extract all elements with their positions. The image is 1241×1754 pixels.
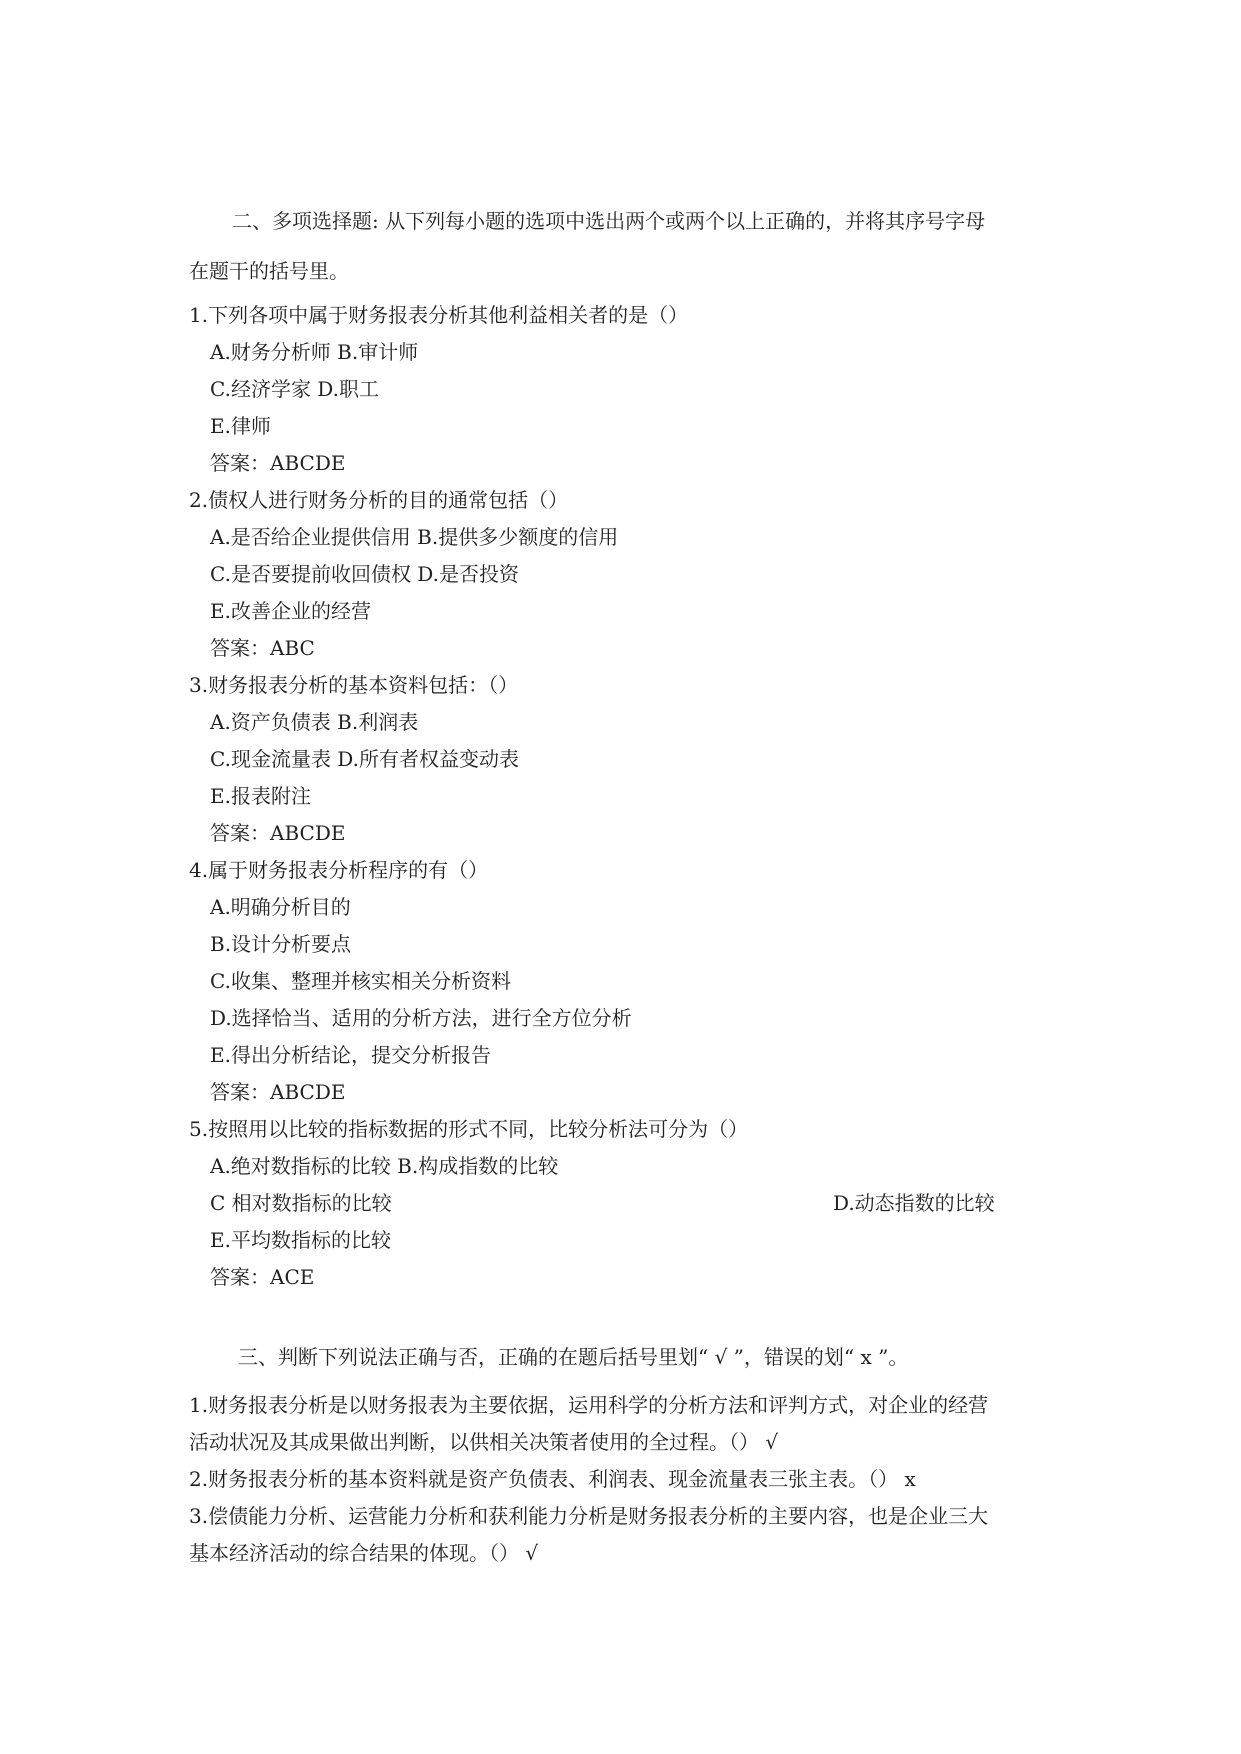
question-4-option-d: D.选择恰当、适用的分析方法，进行全方位分析 [210,1006,632,1030]
judgment-2-line1: 2.财务报表分析的基本资料就是资产负债表、利润表、现金流量表三张主表。（） x [189,1467,916,1491]
question-1-option-ab: A.财务分析师 B.审计师 [210,340,419,364]
question-4-answer: 答案：ABCDE [210,1080,346,1104]
question-3-stem: 3.财务报表分析的基本资料包括：（） [189,673,519,697]
question-4-option-a: A.明确分析目的 [210,895,351,919]
question-1-option-cd: C.经济学家 D.职工 [210,377,379,401]
section2-intro-line2: 在题干的括号里。 [189,259,349,283]
judgment-1-line2: 活动状况及其成果做出判断，以供相关决策者使用的全过程。（） √ [189,1430,779,1454]
question-5-option-ab: A.绝对数指标的比较 B.构成指数的比较 [210,1154,559,1178]
question-2-option-e: E.改善企业的经营 [210,599,371,623]
question-1-answer: 答案：ABCDE [210,451,346,475]
question-5-stem: 5.按照用以比较的指标数据的形式不同，比较分析法可分为（） [189,1117,749,1141]
judgment-3-line2: 基本经济活动的综合结果的体现。（） √ [189,1541,539,1565]
question-2-answer: 答案：ABC [210,636,315,660]
question-4-option-c: C.收集、整理并核实相关分析资料 [210,969,511,993]
question-2-stem: 2.债权人进行财务分析的目的通常包括（） [189,488,569,512]
question-4-option-e: E.得出分析结论，提交分析报告 [210,1043,491,1067]
question-2-option-cd: C.是否要提前收回债权 D.是否投资 [210,562,519,586]
question-3-option-cd: C.现金流量表 D.所有者权益变动表 [210,747,519,771]
section3-intro: 三、判断下列说法正确与否，正确的在题后括号里划“ √ ”，错误的划“ x ”。 [238,1345,909,1369]
question-1-option-e: E.律师 [210,414,271,438]
section2-intro-line1: 二、多项选择题: 从下列每小题的选项中选出两个或两个以上正确的，并将其序号字母 [232,209,986,233]
question-3-option-e: E.报表附注 [210,784,311,808]
question-2-option-ab: A.是否给企业提供信用 B.提供多少额度的信用 [210,525,619,549]
question-3-option-ab: A.资产负债表 B.利润表 [210,710,419,734]
question-5-option-cd [210,1190,1080,1216]
question-1-stem: 1.下列各项中属于财务报表分析其他利益相关者的是（） [189,303,689,327]
judgment-1-line1: 1.财务报表分析是以财务报表为主要依据，运用科学的分析方法和评判方式，对企业的经营 [189,1393,989,1417]
question-4-stem: 4.属于财务报表分析程序的有（） [189,858,489,882]
question-5-option-d: D.动态指数的比较 [833,1191,995,1215]
question-4-option-b: B.设计分析要点 [210,932,352,956]
question-3-answer: 答案：ABCDE [210,821,346,845]
question-5-option-c: C 相对数指标的比较 [210,1191,392,1215]
judgment-3-line1: 3.偿债能力分析、运营能力分析和获利能力分析是财务报表分析的主要内容，也是企业三大 [189,1504,989,1528]
question-5-answer: 答案：ACE [210,1265,315,1289]
question-5-option-e: E.平均数指标的比较 [210,1228,391,1252]
